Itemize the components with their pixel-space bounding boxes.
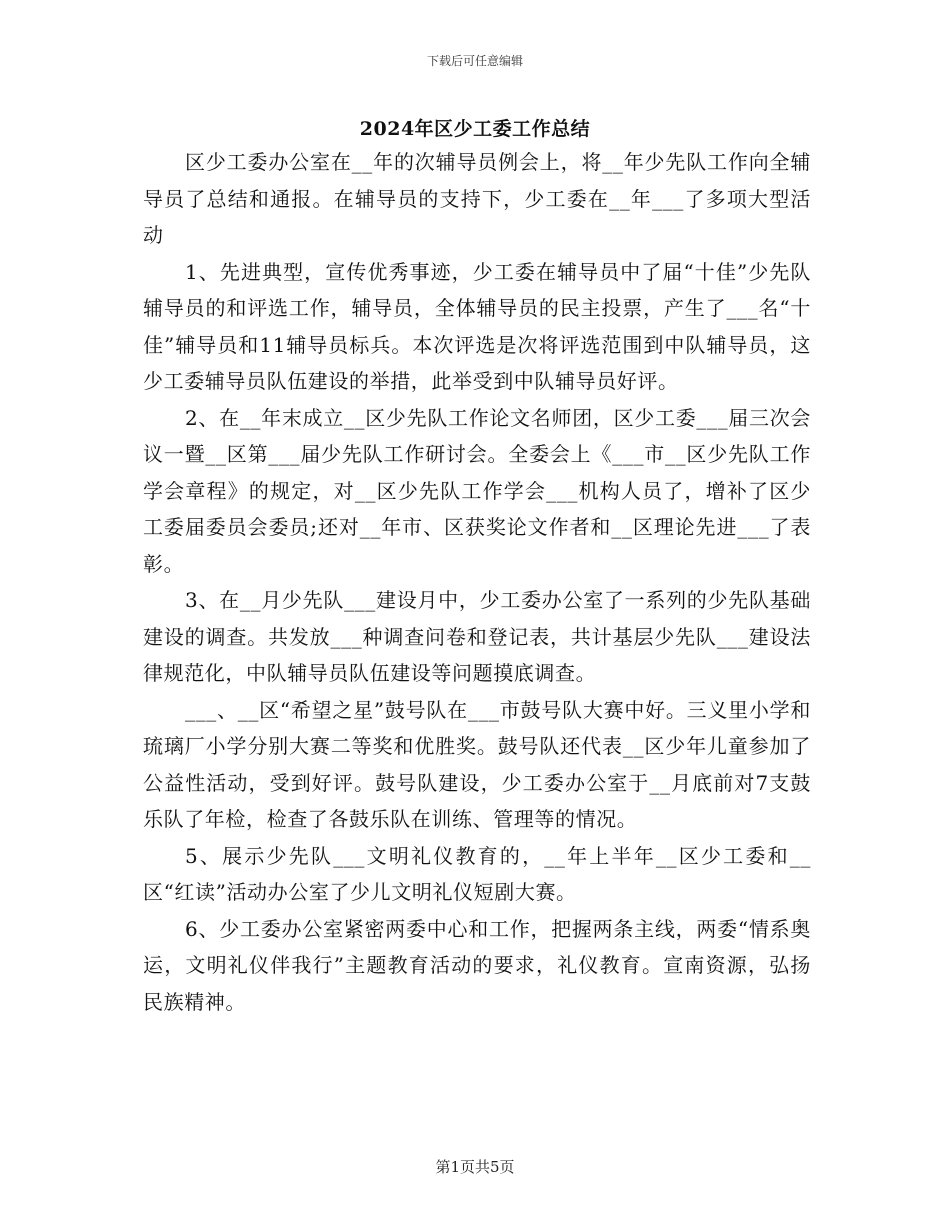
paragraph-1: 1、先进典型，宣传优秀事迹，少工委在辅导员中了届“十佳”少先队辅导员的和评选工作，辅导员，全体辅导员的民主投票，产生了___名“十佳”辅导员和11辅导员标兵。本次评选是次将评选范围到中队辅导员，这少工委辅导员队伍建设的举措，此举受到中队辅导员好评。 [143, 259, 811, 393]
paragraph-3: 3、在__月少先队___建设月中，少工委办公室了一系列的少先队基础建设的调查。共发放___种调查问卷和登记表，共计基层少先队___建设法律规范化，中队辅导员队伍建设等问题摸底调查。 [143, 588, 811, 685]
paragraph-2: 2、在__年末成立__区少先队工作论文名师团，区少工委___届三次会议一暨__区第___届少先队工作研讨会。全委会上《___市__区少先队工作学会章程》的规定，对__区少先队工作学会___机构人员了，增补了区少工委届委员会委员;还对__年市、区获奖论文作者和__区理论先进___了表彰。 [143, 405, 811, 576]
paragraph-4: ___、__区“希望之星”鼓号队在___市鼓号队大赛中好。三义里小学和琉璃厂小学分别大赛二等奖和优胜奖。鼓号队还代表__区少年儿童参加了公益性活动，受到好评。鼓号队建设，少工委办公室于__月底前对7支鼓乐队了年检，检查了各鼓乐队在训练、管理等的情况。 [143, 697, 811, 831]
download-note: 下载后可任意编辑 [426, 54, 523, 68]
document-title: 2024年区少工委工作总结 [359, 118, 591, 140]
document-body [143, 144, 811, 1020]
paragraph-6: 6、少工委办公室紧密两委中心和工作，把握两条主线，两委“情系奥运，文明礼仪伴我行”主题教育活动的要求，礼仪教育。宣南资源，弘扬民族精神。 [143, 916, 811, 1014]
paragraph-5: 5、展示少先队___文明礼仪教育的，__年上半年__区少工委和__区“红读”活动办公室了少儿文明礼仪短剧大赛。 [143, 843, 811, 904]
paragraph-intro: 区少工委办公室在__年的次辅导员例会上，将__年少先队工作向全辅导员了总结和通报。在辅导员的支持下，少工委在__年___了多项大型活动 [143, 150, 811, 247]
page-number: 第1页共5页 [435, 1158, 515, 1176]
